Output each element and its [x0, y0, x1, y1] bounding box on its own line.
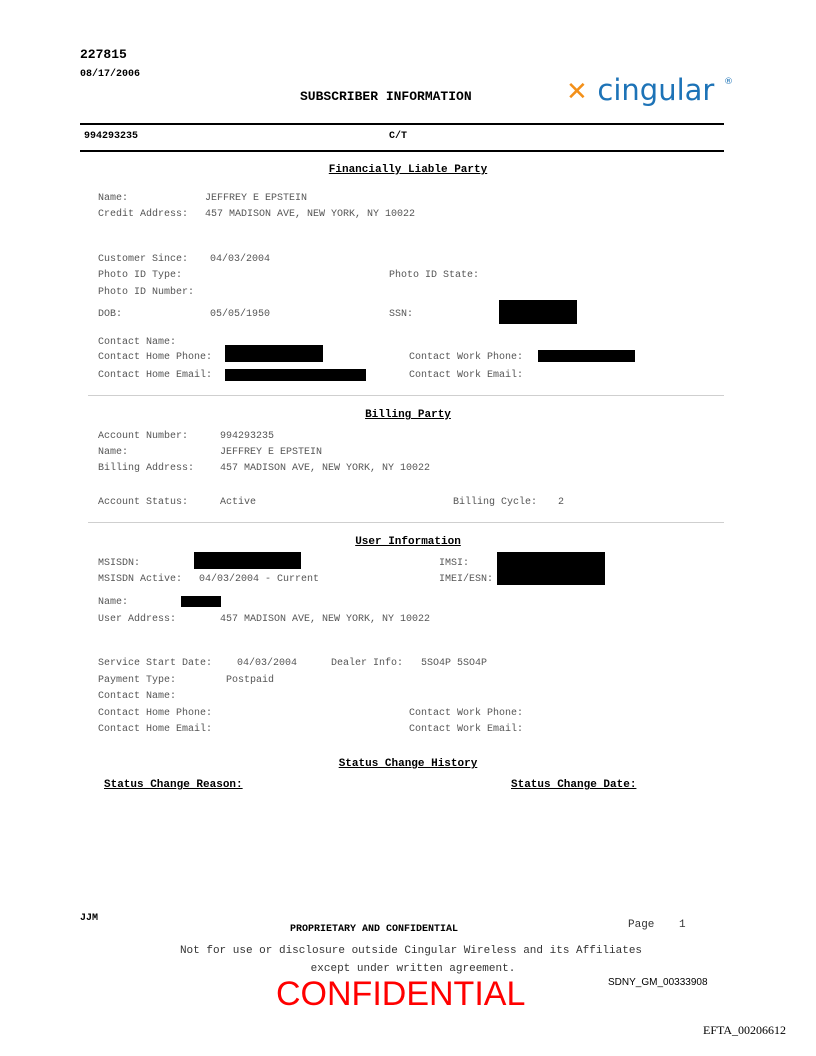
- ui-msisdn-active-label: MSISDN Active:: [98, 574, 183, 585]
- logo-wordmark: cingular: [597, 73, 715, 107]
- account-number-header: 994293235: [84, 131, 139, 142]
- redaction-fl-home-phone: [225, 345, 323, 362]
- header-rule-top: [80, 123, 724, 125]
- page-title: SUBSCRIBER INFORMATION: [300, 89, 472, 104]
- ui-user-address-label: User Address:: [98, 614, 177, 625]
- ui-contact-work-phone-label: Contact Work Phone:: [409, 708, 524, 719]
- fl-name-value: JEFFREY E EPSTEIN: [205, 193, 308, 204]
- document-date: 08/17/2006: [80, 69, 141, 80]
- section-heading-financially-liable: Financially Liable Party: [328, 164, 488, 176]
- redaction-imsi-imei: [497, 552, 605, 585]
- bp-billing-address-label: Billing Address:: [98, 463, 195, 474]
- footer-disclaimer-line2: except under written agreement.: [310, 963, 516, 975]
- cingular-logo: [566, 73, 733, 107]
- fl-name-label: Name:: [98, 193, 129, 204]
- redaction-user-name: [181, 596, 221, 607]
- fl-ssn-label: SSN:: [389, 309, 414, 320]
- cingular-x-icon: ✕: [566, 77, 588, 107]
- ui-payment-type-label: Payment Type:: [98, 675, 177, 686]
- redaction-ssn: [499, 300, 577, 324]
- fl-photo-id-state-label: Photo ID State:: [389, 270, 480, 281]
- ui-payment-type-value: Postpaid: [226, 675, 275, 686]
- bp-account-number-label: Account Number:: [98, 431, 189, 442]
- fl-contact-name-label: Contact Name:: [98, 337, 177, 348]
- fl-credit-address-value: 457 MADISON AVE, NEW YORK, NY 10022: [205, 209, 416, 220]
- redaction-fl-work-phone: [538, 350, 635, 362]
- bp-name-value: JEFFREY E EPSTEIN: [220, 447, 323, 458]
- registered-mark: ®: [723, 77, 733, 87]
- ui-contact-home-email-label: Contact Home Email:: [98, 724, 213, 735]
- footer-disclaimer-line1: Not for use or disclosure outside Cingular Wireless and its Affiliates: [179, 945, 643, 957]
- ui-name-label: Name:: [98, 597, 129, 608]
- confidential-stamp: CONFIDENTIAL: [276, 975, 526, 1013]
- fl-contact-work-phone-label: Contact Work Phone:: [409, 352, 524, 363]
- section-heading-user-info: User Information: [355, 536, 461, 548]
- fl-photo-id-number-label: Photo ID Number:: [98, 287, 195, 298]
- divider-after-financially-liable: [88, 395, 724, 396]
- document-id: 227815: [80, 47, 127, 62]
- fl-credit-address-label: Credit Address:: [98, 209, 189, 220]
- fl-customer-since-label: Customer Since:: [98, 254, 189, 265]
- footer-proprietary: PROPRIETARY AND CONFIDENTIAL: [290, 924, 459, 935]
- bates-number-efta: EFTA_00206612: [703, 1023, 787, 1037]
- fl-contact-home-email-label: Contact Home Email:: [98, 370, 213, 381]
- footer-page-label: Page: [628, 919, 655, 931]
- ui-msisdn-label: MSISDN:: [98, 558, 141, 569]
- fl-photo-id-type-label: Photo ID Type:: [98, 270, 183, 281]
- ui-service-start-label: Service Start Date:: [98, 658, 213, 669]
- section-heading-status-history: Status Change History: [338, 758, 478, 770]
- section-heading-billing: Billing Party: [365, 409, 451, 421]
- fl-contact-home-phone-label: Contact Home Phone:: [98, 352, 213, 363]
- ui-contact-name-label: Contact Name:: [98, 691, 177, 702]
- fl-dob-label: DOB:: [98, 309, 123, 320]
- bates-number-sdny: SDNY_GM_00333908: [608, 977, 708, 988]
- redaction-msisdn: [194, 552, 301, 569]
- fl-customer-since-value: 04/03/2004: [210, 254, 271, 265]
- header-rule-bottom: [80, 150, 724, 152]
- ui-user-address-value: 457 MADISON AVE, NEW YORK, NY 10022: [220, 614, 431, 625]
- bp-account-status-label: Account Status:: [98, 497, 189, 508]
- ui-dealer-info-value: 5SO4P 5SO4P: [421, 658, 488, 669]
- footer-initials: JJM: [80, 913, 99, 924]
- ui-imsi-label: IMSI:: [439, 558, 470, 569]
- redaction-fl-home-email: [225, 369, 366, 381]
- bp-billing-address-value: 457 MADISON AVE, NEW YORK, NY 10022: [220, 463, 431, 474]
- bp-account-status-value: Active: [220, 497, 257, 508]
- bp-billing-cycle-label: Billing Cycle:: [453, 497, 538, 508]
- ui-dealer-info-label: Dealer Info:: [331, 658, 404, 669]
- ui-contact-home-phone-label: Contact Home Phone:: [98, 708, 213, 719]
- ui-msisdn-active-value: 04/03/2004 - Current: [199, 574, 320, 585]
- fl-contact-work-email-label: Contact Work Email:: [409, 370, 524, 381]
- status-change-date-header: Status Change Date:: [511, 779, 637, 791]
- ui-contact-work-email-label: Contact Work Email:: [409, 724, 524, 735]
- footer-page-number: 1: [679, 919, 686, 931]
- ui-imei-label: IMEI/ESN:: [439, 574, 494, 585]
- bp-account-number-value: 994293235: [220, 431, 275, 442]
- type-code: C/T: [389, 131, 408, 142]
- fl-dob-value: 05/05/1950: [210, 309, 271, 320]
- bp-billing-cycle-value: 2: [558, 497, 565, 508]
- ui-service-start-value: 04/03/2004: [237, 658, 298, 669]
- bp-name-label: Name:: [98, 447, 129, 458]
- divider-after-billing: [88, 522, 724, 523]
- status-change-reason-header: Status Change Reason:: [104, 779, 243, 791]
